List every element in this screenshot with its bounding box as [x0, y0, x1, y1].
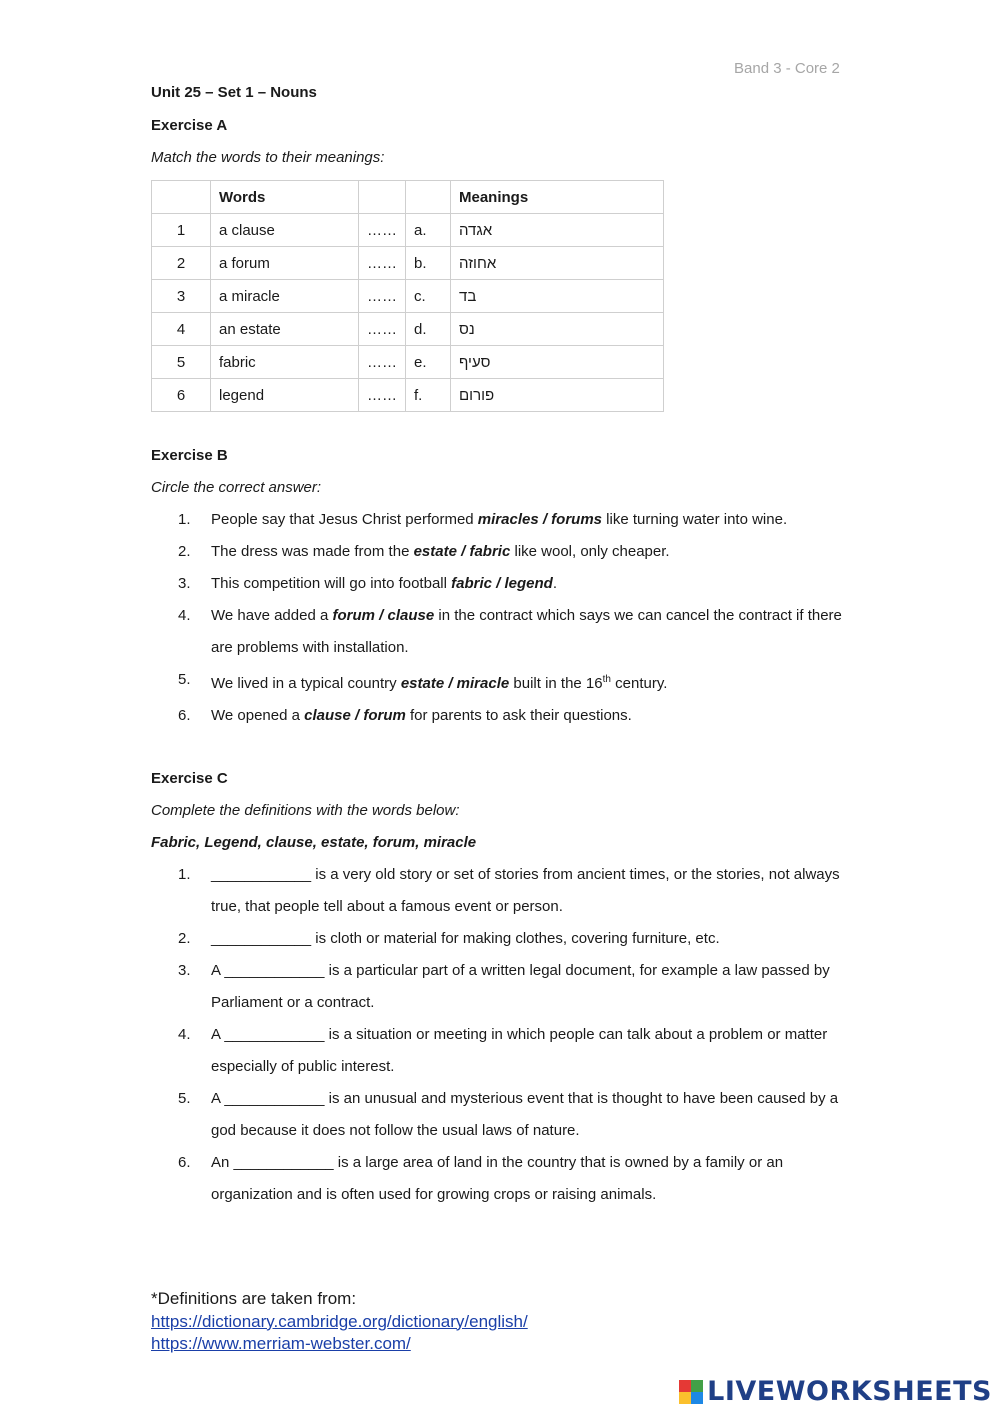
row-number: 6 [152, 379, 211, 412]
item-number: 3. [178, 962, 191, 979]
exercise-a-instruction: Match the words to their meanings: [151, 149, 385, 166]
item-number: 5. [178, 671, 191, 688]
definition-text: ____________ is cloth or material for making clothes, covering furniture, etc. [211, 930, 720, 947]
row-number: 1 [152, 214, 211, 247]
row-letter: c. [406, 280, 451, 313]
row-letter: b. [406, 247, 451, 280]
list-item [178, 923, 851, 955]
table-header-empty [406, 181, 451, 214]
row-word: an estate [211, 313, 359, 346]
exercise-b-list [178, 504, 851, 732]
answer-blank[interactable]: …… [359, 247, 406, 280]
table-row [152, 346, 664, 379]
row-word: a miracle [211, 280, 359, 313]
definition-text: A ____________ is an unusual and mysterious event that is thought to have been caused by a god because it does not follow the usual laws of nature. [211, 1090, 839, 1139]
table-row [152, 247, 664, 280]
list-item [178, 600, 851, 664]
item-number: 2. [178, 930, 191, 947]
item-number: 4. [178, 1026, 191, 1043]
exercise-c-list [178, 859, 851, 1211]
logo-text: LIVEWORKSHEETS [707, 1376, 992, 1407]
item-number: 6. [178, 707, 191, 724]
row-number: 5 [152, 346, 211, 379]
row-meaning: אגדה [451, 214, 664, 247]
answer-choice[interactable]: estate / miracle [400, 675, 510, 692]
list-item [178, 1019, 851, 1083]
table-header-empty [152, 181, 211, 214]
row-number: 2 [152, 247, 211, 280]
definition-text: A ____________ is a particular part of a written legal document, for example a law passed by Parliament or a contract. [211, 962, 830, 1011]
table-header-empty [359, 181, 406, 214]
list-item [178, 859, 851, 923]
answer-choice[interactable]: miracles / forums [477, 511, 603, 528]
item-number: 3. [178, 575, 191, 592]
liveworksheets-logo [679, 1376, 992, 1407]
header-band-label: Band 3 - Core 2 [734, 60, 840, 77]
row-number: 3 [152, 280, 211, 313]
item-number: 1. [178, 866, 191, 883]
answer-blank[interactable]: …… [359, 379, 406, 412]
sources-label: *Definitions are taken from: [151, 1289, 357, 1308]
exercise-b-heading: Exercise B [151, 447, 228, 464]
row-letter: d. [406, 313, 451, 346]
list-item [178, 1083, 851, 1147]
row-letter: a. [406, 214, 451, 247]
row-meaning: סעיף [451, 346, 664, 379]
logo-mark-icon [679, 1380, 703, 1404]
list-item [178, 700, 851, 732]
item-text: century. [610, 675, 668, 692]
cambridge-link[interactable]: https://dictionary.cambridge.org/dictionary/english/ [151, 1311, 528, 1331]
list-item [178, 955, 851, 1019]
table-row [152, 313, 664, 346]
answer-choice[interactable]: clause / forum [304, 707, 406, 724]
list-item [178, 664, 851, 700]
table-header-meanings: Meanings [451, 181, 664, 214]
item-text: This competition will go into football [211, 575, 452, 592]
item-text: . [552, 575, 557, 592]
item-text: The dress was made from the [211, 543, 414, 560]
table-row [152, 280, 664, 313]
item-number: 6. [178, 1154, 191, 1171]
row-word: a forum [211, 247, 359, 280]
exercise-c-heading: Exercise C [151, 770, 228, 787]
row-letter: e. [406, 346, 451, 379]
row-word: legend [211, 379, 359, 412]
item-text: built in the 16 [509, 675, 603, 692]
answer-blank[interactable]: …… [359, 214, 406, 247]
item-text: We lived in a typical country [211, 675, 401, 692]
exercise-b-instruction: Circle the correct answer: [151, 479, 322, 496]
definition-text: An ____________ is a large area of land in the country that is owned by a family or an organization and is often used for growing crops or raising animals. [211, 1154, 784, 1203]
table-row [152, 214, 664, 247]
table-row [152, 379, 664, 412]
row-meaning: פורום [451, 379, 664, 412]
exercise-a-heading: Exercise A [151, 117, 228, 134]
page-title: Unit 25 – Set 1 – Nouns [151, 84, 317, 101]
matching-table [151, 180, 664, 412]
word-bank: Fabric, Legend, clause, estate, forum, miracle [151, 834, 477, 851]
list-item [178, 536, 851, 568]
table-header-words: Words [211, 181, 359, 214]
item-number: 2. [178, 543, 191, 560]
row-meaning: אחוזה [451, 247, 664, 280]
item-number: 5. [178, 1090, 191, 1107]
answer-blank[interactable]: …… [359, 280, 406, 313]
item-text: for parents to ask their questions. [405, 707, 632, 724]
row-number: 4 [152, 313, 211, 346]
list-item [178, 568, 851, 600]
answer-choice[interactable]: forum / clause [332, 607, 435, 624]
item-text: in the contract which says we can cancel the contract if there are problems with installation. [211, 607, 842, 656]
answer-choice[interactable]: estate / fabric [413, 543, 511, 560]
row-meaning: בד [451, 280, 664, 313]
definition-text: ____________ is a very old story or set of stories from ancient times, or the stories, not always true, that people tell about a famous event or person. [211, 866, 840, 915]
answer-blank[interactable]: …… [359, 346, 406, 379]
sources-note [151, 1288, 528, 1356]
item-number: 4. [178, 607, 191, 624]
answer-blank[interactable]: …… [359, 313, 406, 346]
answer-choice[interactable]: fabric / legend [451, 575, 553, 592]
exercise-c-instruction: Complete the definitions with the words below: [151, 802, 460, 819]
item-text: We opened a [211, 707, 305, 724]
merriam-webster-link[interactable]: https://www.merriam-webster.com/ [151, 1334, 411, 1353]
row-letter: f. [406, 379, 451, 412]
row-meaning: נס [451, 313, 664, 346]
list-item [178, 1147, 851, 1211]
definition-text: A ____________ is a situation or meeting in which people can talk about a problem or matter especially of public interest. [211, 1026, 828, 1075]
list-item [178, 504, 851, 536]
item-text: like turning water into wine. [602, 511, 788, 528]
item-text: People say that Jesus Christ performed [211, 511, 478, 528]
table-header-row [152, 181, 664, 214]
item-text: like wool, only cheaper. [510, 543, 670, 560]
item-number: 1. [178, 511, 191, 528]
superscript: th [602, 674, 611, 685]
row-word: a clause [211, 214, 359, 247]
item-text: We have added a [211, 607, 333, 624]
row-word: fabric [211, 346, 359, 379]
